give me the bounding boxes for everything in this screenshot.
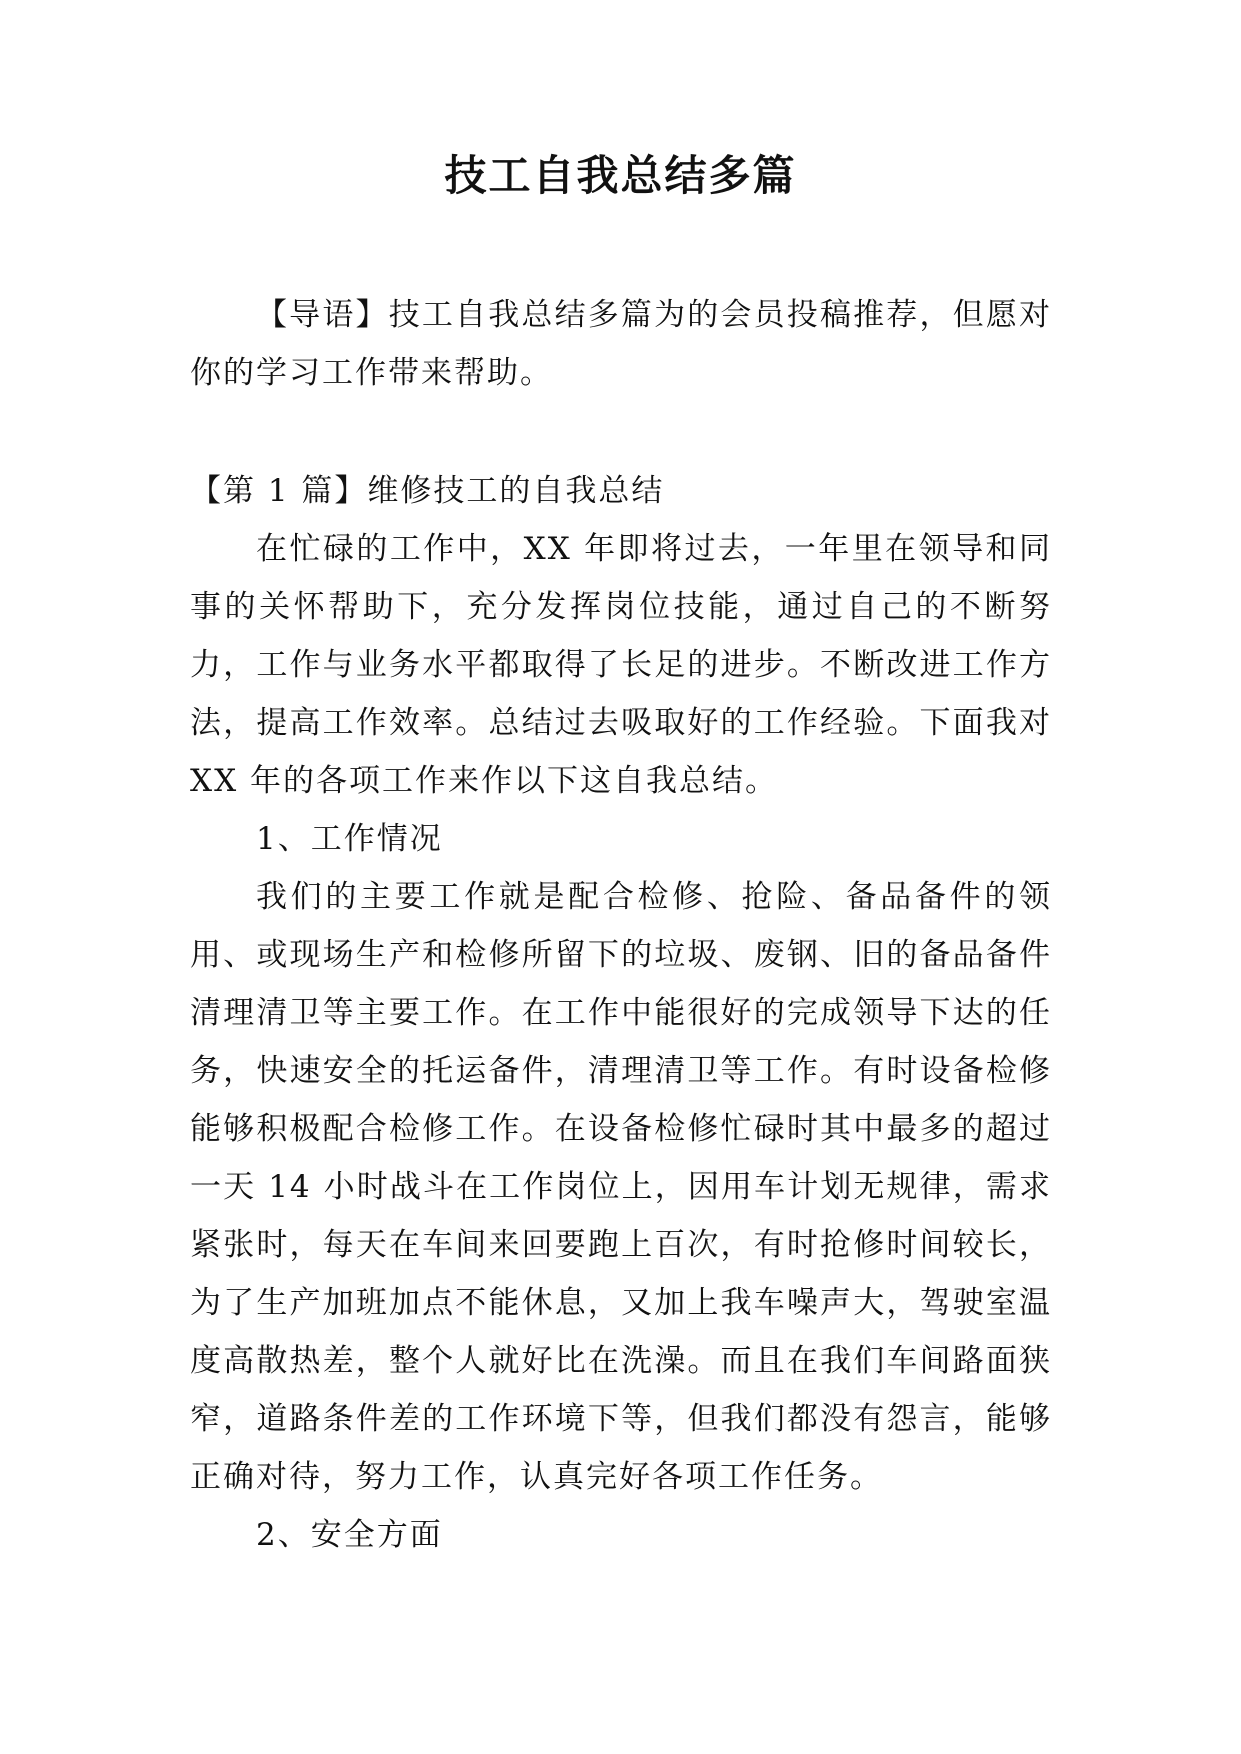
intro-paragraph: 【导语】技工自我总结多篇为的会员投稿推荐，但愿对你的学习工作带来帮助。 xyxy=(190,297,1052,391)
document-title: 技工自我总结多篇 xyxy=(444,151,797,200)
item-heading-safety: 2、安全方面 xyxy=(256,1517,443,1553)
item-heading-work: 1、工作情况 xyxy=(256,821,443,857)
item-paragraph-work: 我们的主要工作就是配合检修、抢险、备品备件的领用、或现场生产和检修所留下的垃圾、废钢、旧的备品备件清理清卫等主要工作。在工作中能很好的完成领导下达的任务，快速安全的托运备件，清理清卫等工作。有时设备检修能够积极配合检修工作。在设备检修忙碌时其中最多的超过一天 14 小时战斗在工作岗位上，因用车计划无规律，需求紧张时，每天在车间来回要跑上百次，有时抢修时间较长，为了生产加班加点不能休息，又加上我车噪声大，驾驶室温度高散热差，整个人就好比在洗澡。而且在我们车间路面狭窄，道路条件差的工作环境下等，但我们都没有怨言，能够正确对待，努力工作，认真完好各项工作任务。 xyxy=(190,879,1052,1495)
intro-block xyxy=(190,286,1052,402)
section-heading: 【第 1 篇】维修技工的自我总结 xyxy=(190,473,665,509)
section-1 xyxy=(190,462,1052,1564)
section-paragraph: 在忙碌的工作中，XX 年即将过去，一年里在领导和同事的关怀帮助下，充分发挥岗位技能，通过自己的不断努力，工作与业务水平都取得了长足的进步。不断改进工作方法，提高工作效率。总结过去吸取好的工作经验。下面我对 XX 年的各项工作来作以下这自我总结。 xyxy=(190,531,1052,799)
